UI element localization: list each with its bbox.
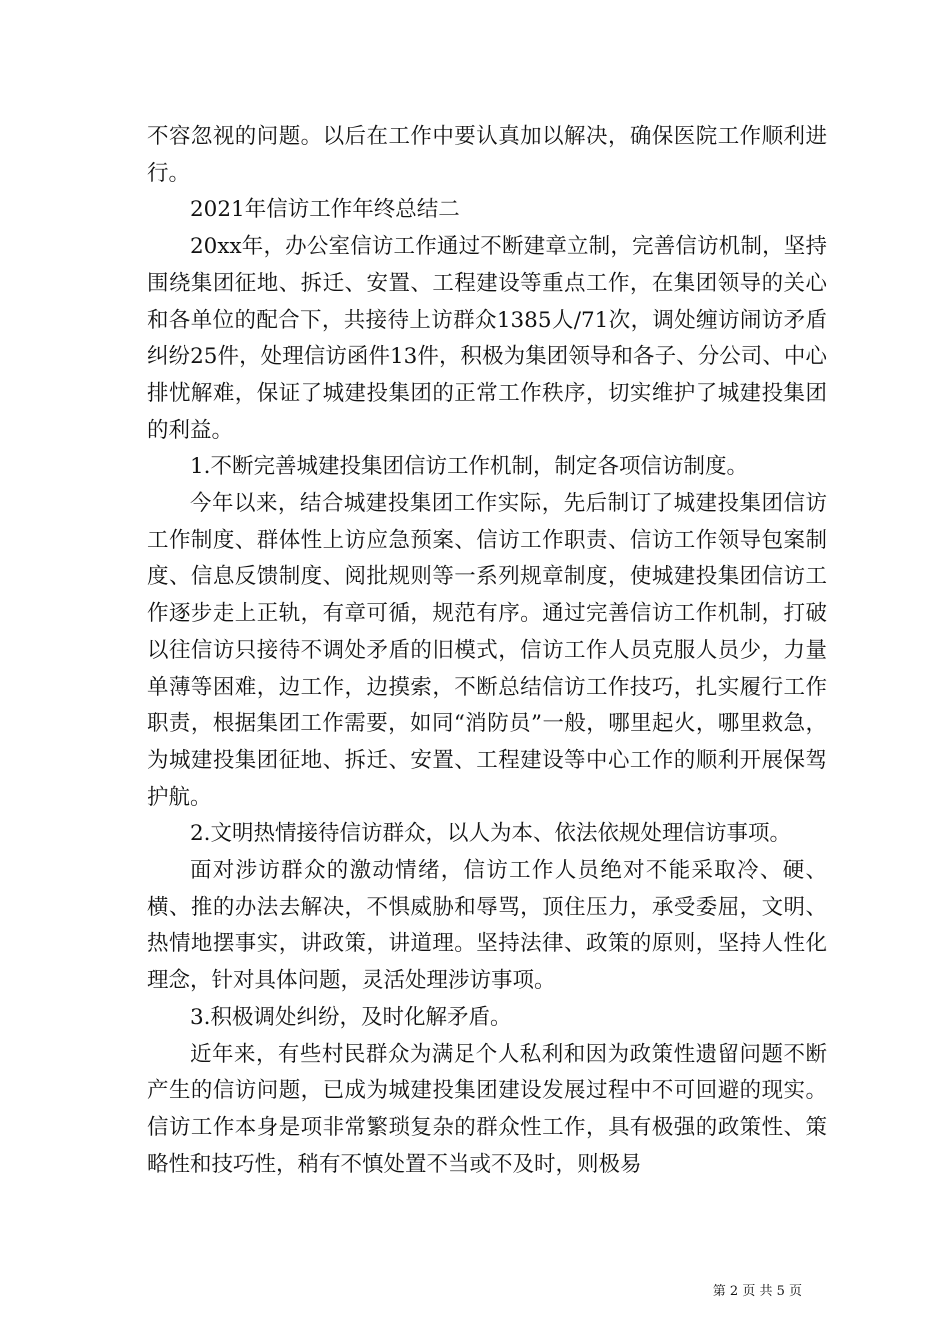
heading-item-1: 1.不断完善城建投集团信访工作机制，制定各项信访制度。 bbox=[190, 454, 749, 480]
paragraph-continuation: 不容忽视的问题。以后在工作中要认真加以解决，确保医院工作顺利进行。 bbox=[147, 124, 827, 186]
paragraph-item-1: 今年以来，结合城建投集团工作实际，先后制订了城建投集团信访工作制度、群体性上访应急预案、信访工作职责、信访工作领导包案制度、信息反馈制度、阅批规则等一系列规章制度，使城建投集团信访工作逐步走上正轨，有章可循，规范有序。通过完善信访工作机制，打破以往信访只接待不调处矛盾的旧模式，信访工作人员克服人员少，力量单薄等困难，边工作，边摸索，不断总结信访工作技巧，扎实履行工作职责，根据集团工作需要，如同“消防员”一般，哪里起火，哪里救急，为城建投集团征地、拆迁、安置、工程建设等中心工作的顺利开展保驾护航。 bbox=[147, 491, 827, 810]
section-title: 2021年信访工作年终总结二 bbox=[190, 197, 460, 223]
page-number-footer: 第 2 页 共 5 页 bbox=[712, 1284, 802, 1299]
heading-item-2: 2.文明热情接待信访群众，以人为本、依法依规处理信访事项。 bbox=[190, 821, 792, 847]
paragraph-item-2: 面对涉访群众的激动情绪，信访工作人员绝对不能采取冷、硬、横、推的办法去解决，不惧威胁和辱骂，顶住压力，承受委屈，文明、热情地摆事实，讲政策，讲道理。坚持法律、政策的原则，坚持人性化理念，针对具体问题，灵活处理涉访事项。 bbox=[147, 858, 827, 994]
document-body bbox=[147, 119, 827, 1183]
heading-item-3: 3.积极调处纠纷，及时化解矛盾。 bbox=[190, 1004, 512, 1030]
paragraph-item-3: 近年来，有些村民群众为满足个人私利和因为政策性遗留问题不断产生的信访问题，已成为城建投集团建设发展过程中不可回避的现实。信访工作本身是项非常繁琐复杂的群众性工作，具有极强的政策性、策略性和技巧性，稍有不慎处置不当或不及时，则极易 bbox=[147, 1041, 827, 1177]
paragraph-intro: 20xx年，办公室信访工作通过不断建章立制，完善信访机制，坚持围绕集团征地、拆迁、安置、工程建设等重点工作，在集团领导的关心和各单位的配合下，共接待上访群众1385人/71次，调处缠访闹访矛盾纠纷25件，处理信访函件13件，积极为集团领导和各子、分公司、中心排忧解难，保证了城建投集团的正常工作秩序，切实维护了城建投集团的利益。 bbox=[147, 234, 827, 443]
